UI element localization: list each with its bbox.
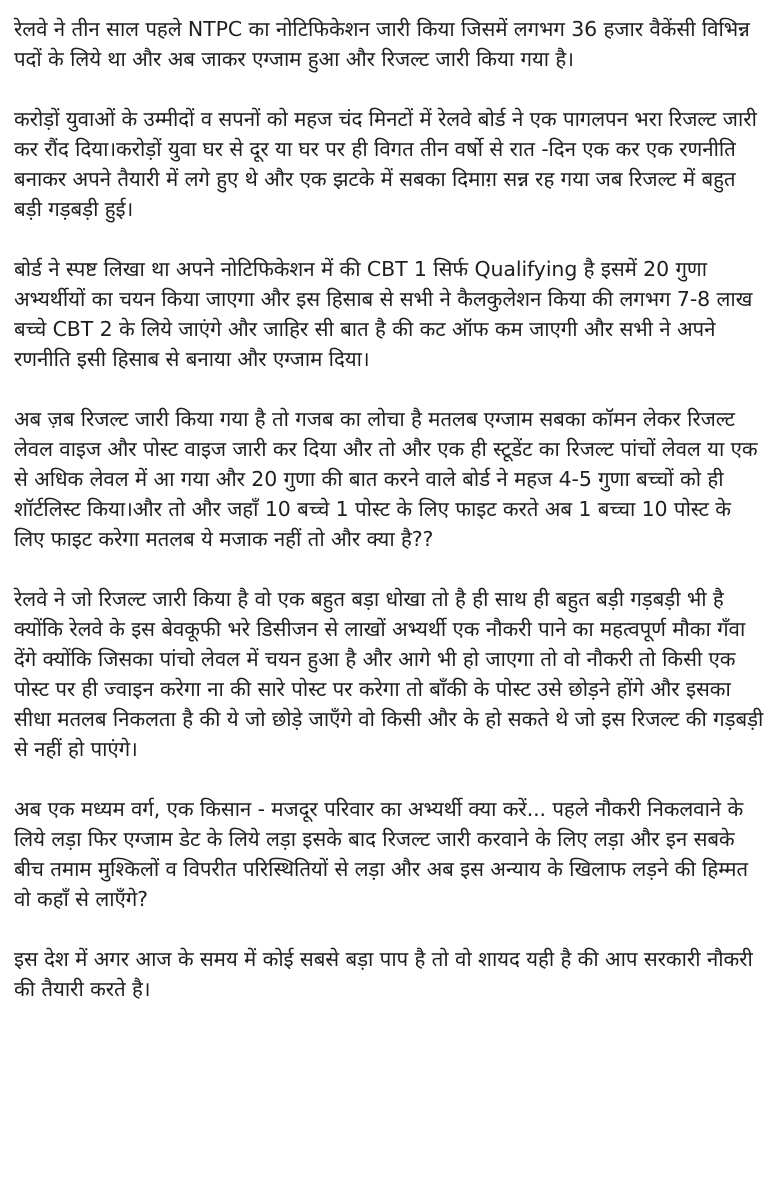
paragraph-1: रेलवे ने तीन साल पहले NTPC का नोटिफिकेशन जारी किया जिसमें लगभग 36 हजार वैकेंसी विभिन्न पदों के लिये था और अब जाकर एग्जाम हुआ और रिजल्ट जारी किया गया है। [14, 17, 750, 71]
paragraph-2: करोड़ों युवाओं के उम्मीदों व सपनों को महज चंद मिनटों में रेलवे बोर्ड ने एक पागलपन भरा रिजल्ट जारी कर रौंद दिया।करोड़ों युवा घर से दूर या घर पर ही विगत तीन वर्षो से रात -दिन एक कर एक रणनीति बनाकर अपने तैयारी में लगे हुए थे और एक झटके में सबका दिमाग़ सन्न रह गया जब रिजल्ट में बहुत बड़ी गड़बड़ी हुई। [14, 107, 757, 221]
paragraph-4: अब ज़ब रिजल्ट जारी किया गया है तो गजब का लोचा है मतलब एग्जाम सबका कॉमन लेकर रिजल्ट लेवल वाइज और पोस्ट वाइज जारी कर दिया और तो और एक ही स्टूडेंट का रिजल्ट पांचों लेवल या एक से अधिक लेवल में आ गया और 20 गुणा की बात करने वाले बोर्ड ने महज 4-5 गुणा बच्चों को ही शॉर्टलिस्ट किया।और तो और जहाँ 10 बच्चे 1 पोस्ट के लिए फाइट करते अब 1 बच्चा 10 पोस्ट के लिए फाइट करेगा मतलब ये मजाक नहीं तो और क्या है?? [14, 407, 758, 551]
paragraph-7: इस देश में अगर आज के समय में कोई सबसे बड़ा पाप है तो वो शायद यही है की आप सरकारी नौकरी की तैयारी करते है। [14, 947, 753, 1001]
paragraph-6: अब एक मध्यम वर्ग, एक किसान - मजदूर परिवार का अभ्यर्थी क्या करें... पहले नौकरी निकलवाने के लिये लड़ा फिर एग्जाम डेट के लिये लड़ा इसके बाद रिजल्ट जारी करवाने के लिए लड़ा और इन सबके बीच तमाम मुश्किलों व विपरीत परिस्थितियों से लड़ा और अब इस अन्याय के खिलाफ लड़ने की हिम्मत वो कहाँ से लाएँगे? [14, 797, 748, 911]
paragraph-3: बोर्ड ने स्पष्ट लिखा था अपने नोटिफिकेशन में की CBT 1 सिर्फ Qualifying है इसमें 20 गुणा अभ्यर्थीयों का चयन किया जाएगा और इस हिसाब से सभी ने कैलकुलेशन किया की लगभग 7-8 लाख बच्चे CBT 2 के लिये जाएंगे और जाहिर सी बात है की कट ऑफ कम जाएगी और सभी ने अपने रणनीति इसी हिसाब से बनाया और एग्जाम दिया। [14, 257, 753, 371]
paragraph-5: रेलवे ने जो रिजल्ट जारी किया है वो एक बहुत बड़ा धोखा तो है ही साथ ही बहुत बड़ी गड़बड़ी भी है क्योंकि रेलवे के इस बेवकूफी भरे डिसीजन से लाखों अभ्यर्थी एक नौकरी पाने का महत्वपूर्ण मौका गँवा देंगे क्योंकि जिसका पांचो लेवल में चयन हुआ है और आगे भी हो जाएगा तो वो नौकरी तो किसी एक पोस्ट पर ही ज्वाइन करेगा ना की सारे पोस्ट पर करेगा तो बाँकी के पोस्ट उसे छोड़ने होंगे और इसका सीधा मतलब निकलता है की ये जो छोड़े जाएँगे वो किसी और के हो सकते थे जो इस रिजल्ट की गड़बड़ी से नहीं हो पाएंगे। [14, 587, 764, 761]
